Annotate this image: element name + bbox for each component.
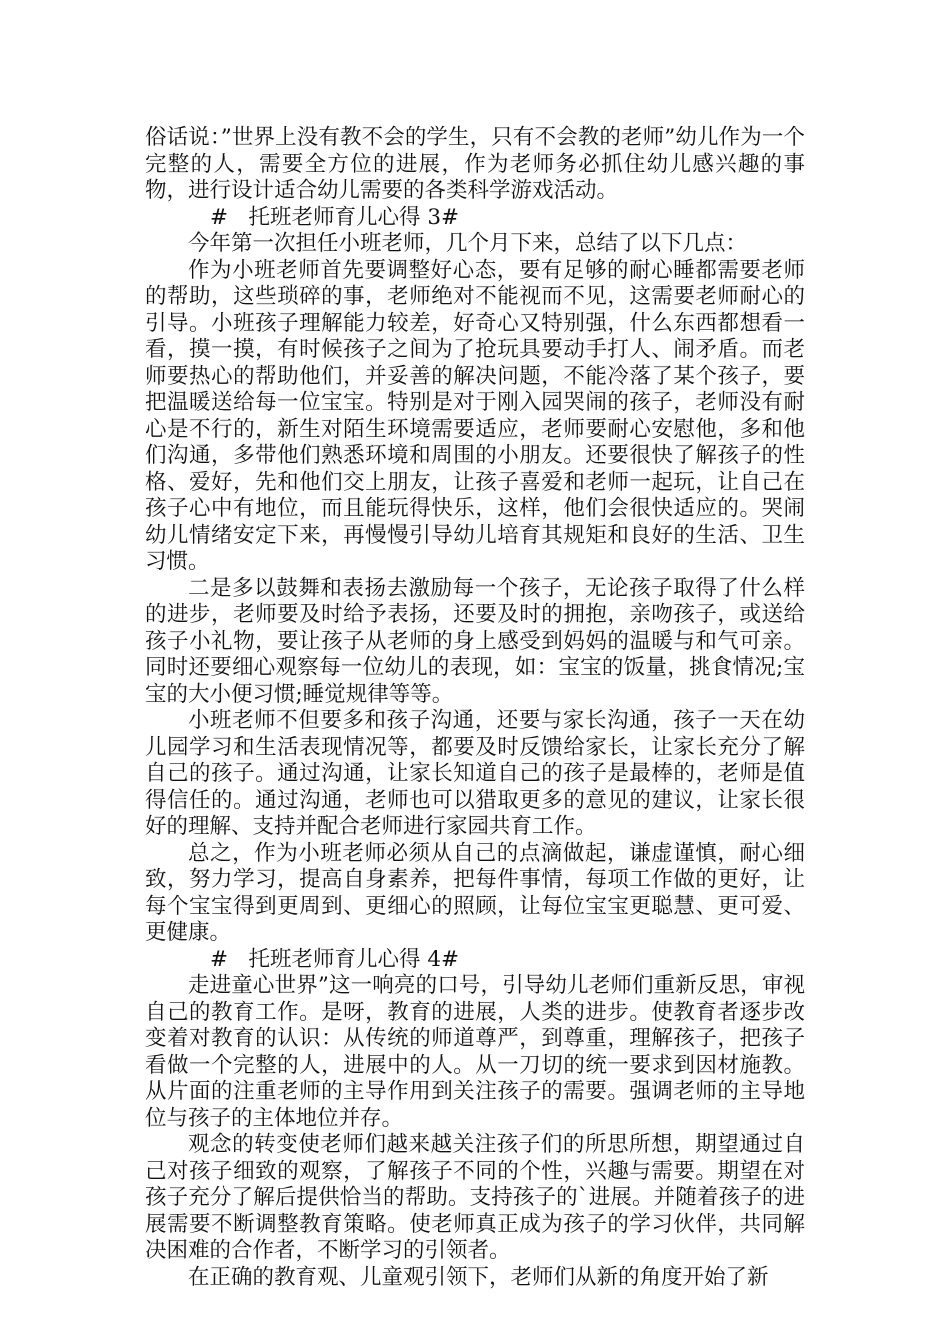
paragraph: 总之，作为小班老师必须从自己的点滴做起，谦虚谨慎，耐心细致，努力学习，提高自身素养，把每件事情，每项工作做的更好，让每个宝宝得到更周到、更细心的照顾，让每位宝宝更聪慧、更可爱、更健康。 <box>145 840 805 945</box>
paragraph: 小班老师不但要多和孩子沟通，还要与家长沟通，孩子一天在幼儿园学习和生活表现情况等，都要及时反馈给家长，让家长充分了解自己的孩子。通过沟通，让家长知道自己的孩子是最棒的，老师是值得信任的。通过沟通，老师也可以猎取更多的意见的建议，让家长很好的理解、支持并配合老师进行家园共育工作。 <box>145 708 805 839</box>
paragraph: 今年第一次担任小班老师，几个月下来，总结了以下几点： <box>188 231 748 256</box>
paragraph: 二是多以鼓舞和表扬去激励每一个孩子，无论孩子取得了什么样的进步，老师要及时给予表扬，还要及时的拥抱，亲吻孩子，或送给孩子小礼物，要让孩子从老师的身上感受到妈妈的温暖与和气可亲。同时还要细心观察每一位幼儿的表现，如：宝宝的饭量，挑食情况;宝宝的大小便习惯;睡觉规律等等。 <box>145 575 805 707</box>
paragraph: 作为小班老师首先要调整好心态，要有足够的耐心睡都需要老师的帮助，这些琐碎的事，老师绝对不能视而不见，这需要老师耐心的引导。小班孩子理解能力较差，好奇心又特别强，什么东西都想看一看，摸一摸，有时候孩子之间为了抢玩具要动手打人、闹矛盾。而老师要热心的帮助他们，并妥善的解决问题，不能冷落了某个孩子，要把温暖送给每一位宝宝。特别是对于刚入园哭闹的孩子，老师没有耐心是不行的，新生对陌生环境需要适应，老师要耐心安慰他，多和他们沟通，多带他们熟悉环境和周围的小朋友。还要很快了解孩子的性格、爱好，先和他们交上朋友，让孩子喜爱和老师一起玩，让自己在孩子心中有地位，而且能玩得快乐，这样，他们会很快适应的。哭闹幼儿情绪安定下来，再慢慢引导幼儿培育其规矩和良好的生活、卫生习惯。 <box>145 257 805 574</box>
paragraph: 在正确的教育观、儿童观引领下，老师们从新的角度开始了新 <box>188 1264 769 1290</box>
paragraph: 观念的转变使老师们越来越关注孩子们的所思所想，期望通过自己对孩子细致的观察，了解孩子不同的个性，兴趣与需要。期望在对孩子充分了解后提供恰当的帮助。支持孩子的`进展。并随着孩子的进展需要不断调整教育策略。使老师真正成为孩子的学习伙伴，共同解决困难的合作者，不断学习的引领者。 <box>145 1132 805 1263</box>
paragraph: 俗话说：”世界上没有教不会的学生，只有不会教的老师”幼儿作为一个完整的人，需要全方位的进展，作为老师务必抓住幼儿感兴趣的事物，进行设计适合幼儿需要的各类科学游戏活动。 <box>145 125 805 203</box>
document-page <box>145 125 805 1291</box>
section-heading: # 托班老师育儿心得 4# <box>210 946 460 972</box>
paragraph: 走进童心世界”这一响亮的口号，引导幼儿老师们重新反思，审视自己的教育工作。是呀，教育的进展，人类的进步。使教育者逐步改变着对教育的认识：从传统的师道尊严，到尊重，理解孩子，把孩子看做一个完整的人，进展中的人。从一刀切的统一要求到因材施教。从片面的注重老师的主导作用到关注孩子的需要。强调老师的主导地位与孩子的主体地位并存。 <box>145 973 805 1131</box>
section-heading: # 托班老师育儿心得 3# <box>210 204 460 230</box>
